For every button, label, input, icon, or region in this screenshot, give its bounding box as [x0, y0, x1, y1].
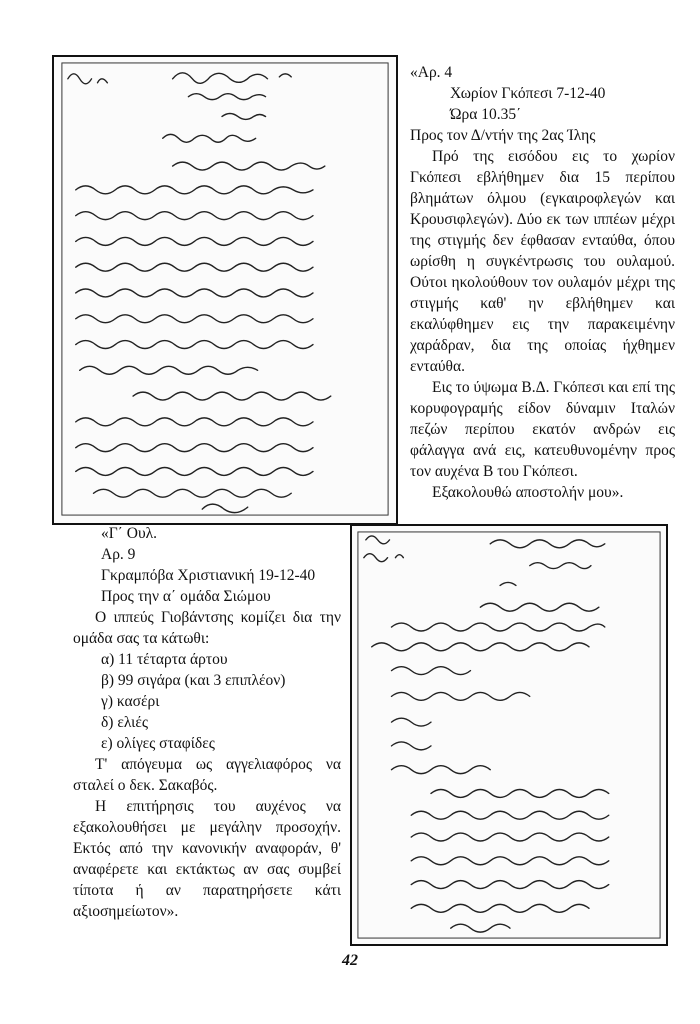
header-line-reference: Αρ. 9 [101, 546, 136, 563]
handwriting-illustration-2 [352, 526, 666, 944]
header-line-unit: «Γ΄ Ουλ. [101, 525, 158, 542]
handwriting-illustration-1 [54, 57, 396, 523]
page-number: 42 [342, 952, 358, 969]
list-item: γ) κασέρι [101, 693, 160, 710]
body-paragraph: Εις το ύψωμα Β.Δ. Γκόπεσι και επί της κορυφογραμής είδον δύναμιν Ιταλών πεζών περίπου εκατόν ανδρών εις φάλαγγα ανά εις, κατευθυνομένην προς τον αυχένα Β του Γκόπεσι. [410, 379, 675, 480]
header-line-place-date: Χωρίον Γκόπεσι 7-12-40 [450, 85, 606, 102]
handwritten-document-photo-2 [350, 524, 668, 946]
header-line-reference: «Αρ. 4 [410, 64, 453, 81]
intro-paragraph: Ο ιππεύς Γιοβάντσης κομίζει δια την ομάδα σας τα κάτωθι: [73, 609, 341, 647]
header-line-time: Ώρα 10.35΄ [450, 106, 522, 123]
handwritten-document-photo-1 [52, 55, 398, 525]
body-paragraph: Πρό της εισόδου εις το χωρίον Γκόπεσι εβλήθημεν δια 15 περίπου βλημάτων όλμου (εγκαιροφλεγών και Κρουσιφλεγών). Δύο εκ των ιππέων μέχρι της στιγμής δεν έφθασαν ενταύθα, όπου ωρίσθη η συγκέντρωσις του ουλαμού. Ούτοι ηκολούθουν τον ουλαμόν μέχρι της στιγμής καθ' ην εβλήθημεν και εκαλύφθημεν εις την παρακειμένην χαράδραν, δια της οποίας ήχθημεν ενταύθα. [410, 148, 675, 375]
transcription-document-2 [73, 523, 341, 922]
list-item: β) 99 σιγάρα (και 3 επιπλέον) [101, 672, 286, 689]
body-paragraph: Η επιτήρησις του αυχένος να εξακολουθήσει με μεγάλην προσοχήν. Εκτός από την κανονικήν αναφοράν, θ' αναφέρετε και εκτάκτως αν σας συμβεί τίποτα ή αν παρατηρήσετε κάτι αξιοσημείωτον». [73, 798, 341, 920]
header-line-recipient: Προς τον Δ/ντήν της 2ας Ίλης [410, 127, 596, 144]
list-item: δ) ελιές [101, 714, 148, 731]
body-paragraph: Τ' απόγευμα ως αγγελιαφόρος να σταλεί ο δεκ. Σακαβός. [73, 756, 341, 794]
list-item: α) 11 τέταρτα άρτου [101, 651, 228, 668]
closing-line: Εξακολουθώ αποστολήν μου». [432, 484, 624, 501]
header-line-place-date: Γκραμπόβα Χριστιανική 19-12-40 [101, 567, 316, 584]
header-line-recipient: Προς την α΄ ομάδα Σιώμου [101, 588, 271, 605]
list-item: ε) ολίγες σταφίδες [101, 735, 215, 752]
transcription-document-1 [410, 62, 675, 503]
